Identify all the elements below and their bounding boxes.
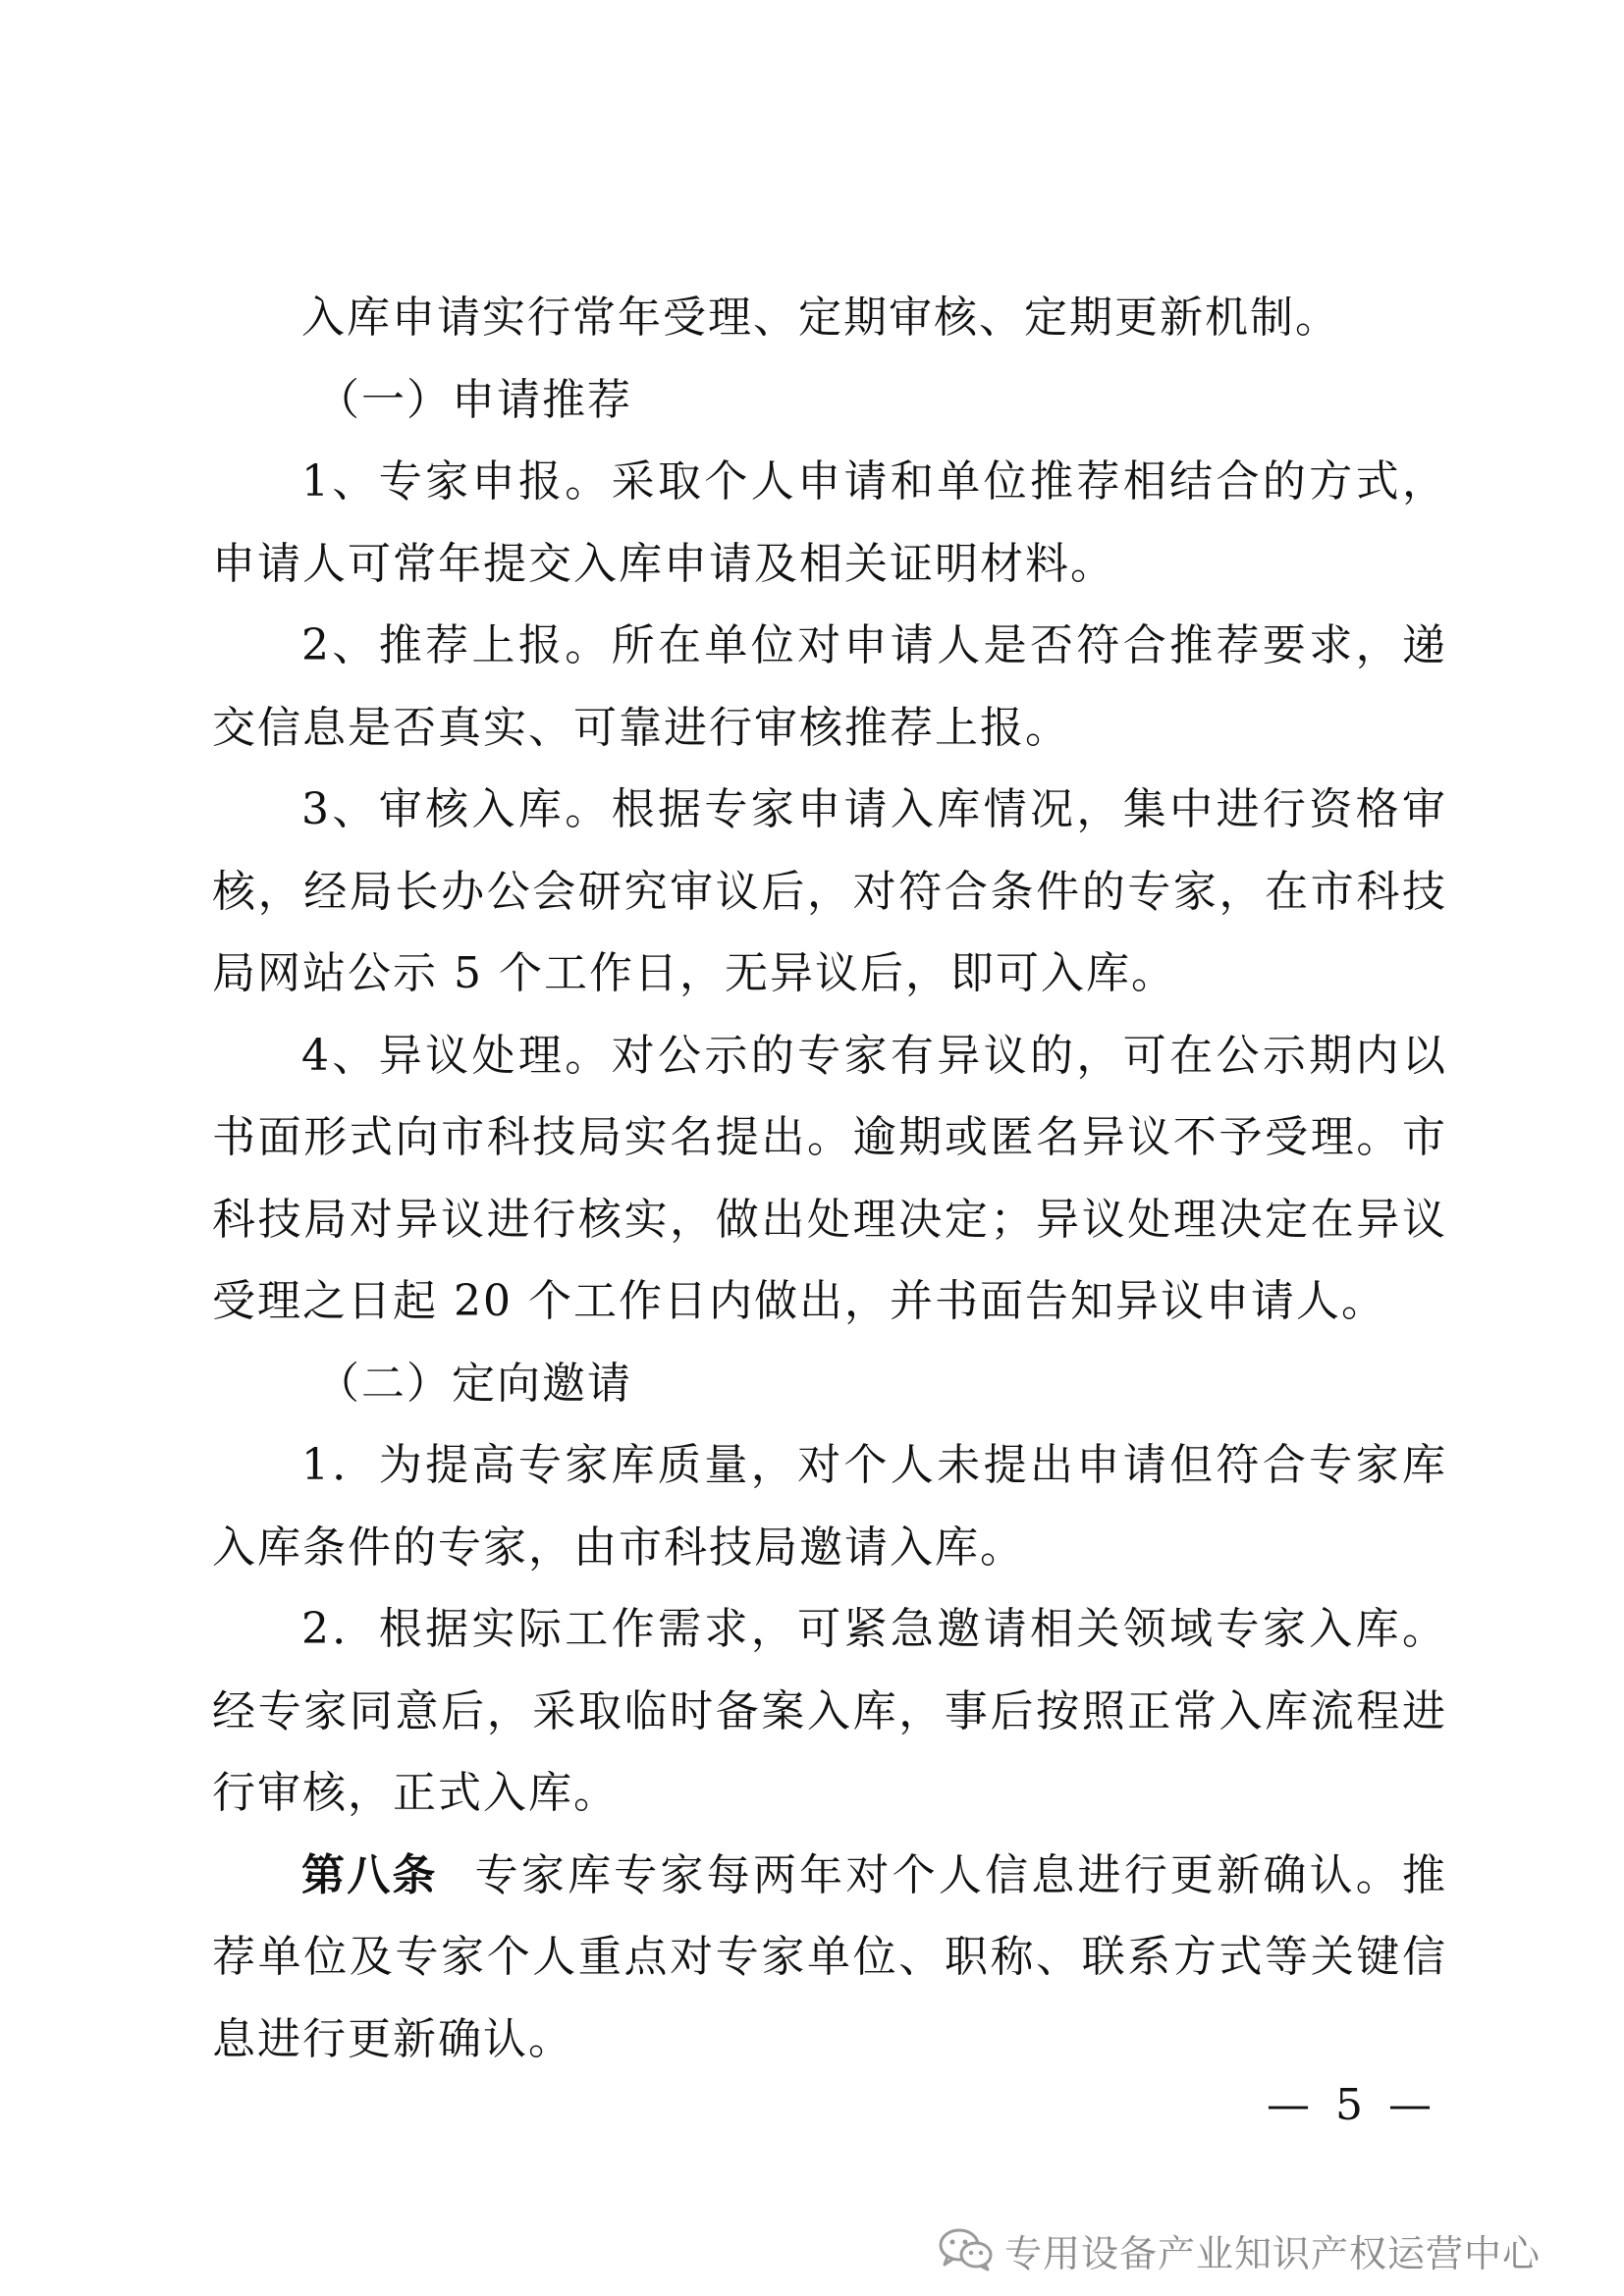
watermark-text: 专用设备产业知识产权运营中心 (1004, 2231, 1542, 2275)
watermark (938, 2220, 1541, 2279)
paragraph-review-admission: 3、审核入库。根据专家申请入库情况，集中进行资格审核，经局长办公会研究审议后，对符合条件的专家，在市科技局网站公示 5 个工作日，无异议后，即可入库。 (212, 784, 1447, 998)
paragraph-urgent-invite: 2．根据实际工作需求，可紧急邀请相关领域专家入库。经专家同意后，采取临时备案入库，事后按照正常入库流程进行审核，正式入库。 (212, 1604, 1447, 1818)
paragraph-intake-mechanism: 入库申请实行常年受理、定期审核、定期更新机制。 (301, 293, 1340, 343)
paragraph-objection-handling: 4、异议处理。对公示的专家有异议的，可在公示期内以书面形式向市科技局实名提出。逾期或匿名异议不予受理。市科技局对异议进行核实，做出处理决定；异议处理决定在异议受理之日起 20 个工作日内做出，并书面告知异议申请人。 (212, 1030, 1447, 1326)
paragraph-expert-declaration: 1、专家申报。采取个人申请和单位推荐相结合的方式，申请人可常年提交入库申请及相关证明材料。 (212, 456, 1447, 589)
heading-directed-invitation: （二）定向邀请 (316, 1358, 632, 1409)
paragraph-recommend-report: 2、推荐上报。所在单位对申请人是否符合推荐要求，递交信息是否真实、可靠进行审核推荐上报。 (212, 620, 1447, 753)
wechat-icon (938, 2227, 995, 2272)
article-label: 第八条 (301, 1849, 438, 1900)
paragraph-article-eight (212, 1835, 1447, 2081)
page-number: — 5 — (1267, 2080, 1437, 2130)
body-text (212, 277, 1447, 2080)
article-text: 专家库专家每两年对个人信息进行更新确认。推荐单位及专家个人重点对专家单位、职称、联系方式等关键信息进行更新确认。 (212, 1849, 1448, 2064)
heading-application-recommendation: （一）申请推荐 (316, 374, 632, 425)
paragraph-invite-quality: 1．为提高专家库质量，对个人未提出申请但符合专家库入库条件的专家，由市科技局邀请入库。 (212, 1440, 1447, 1573)
